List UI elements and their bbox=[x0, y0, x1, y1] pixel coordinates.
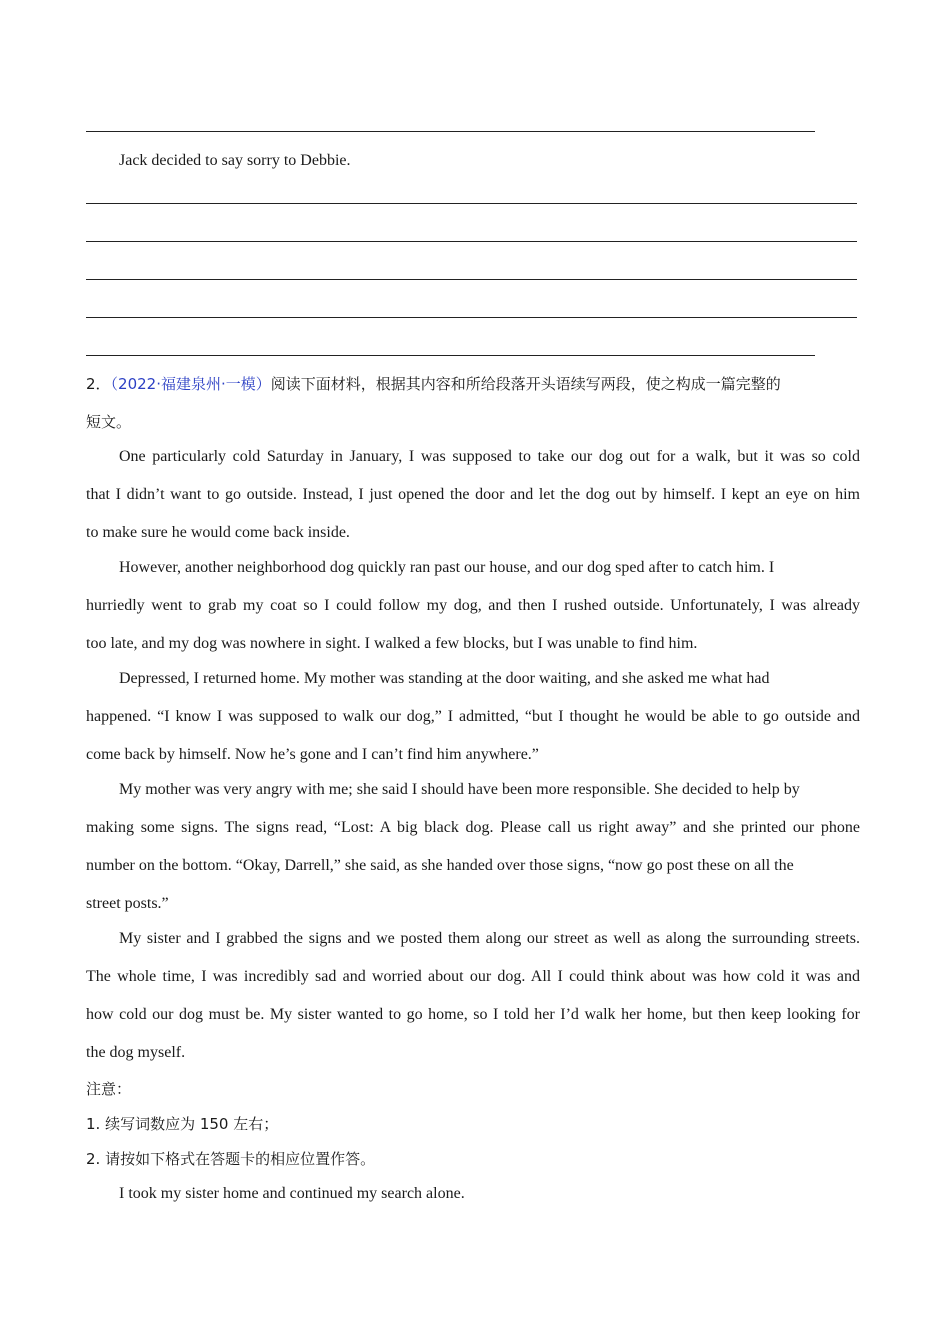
passage-line: the dog myself. bbox=[86, 1044, 186, 1061]
question-instruction: 阅读下面材料，根据其内容和所给段落开头语续写两段，使之构成一篇完整的 bbox=[270, 375, 781, 393]
passage-line: hurriedly went to grab my coat so I could follow my dog, and then I rushed outside. Unfortunately, I was already bbox=[86, 597, 860, 614]
paragraph-prompt-jack: Jack decided to say sorry to Debbie. bbox=[119, 152, 351, 169]
answer-line[interactable] bbox=[86, 131, 815, 132]
passage-line: One particularly cold Saturday in January, I was supposed to take our dog out for a walk, but it was so cold bbox=[119, 448, 860, 465]
passage-line: that I didn’t want to go outside. Instead, I just opened the door and let the dog out by himself. I kept an eye on him bbox=[86, 486, 860, 503]
answer-line[interactable] bbox=[86, 317, 857, 318]
passage-line: Depressed, I returned home. My mother was standing at the door waiting, and she asked me what had bbox=[119, 670, 770, 687]
continuation-prompt: I took my sister home and continued my search alone. bbox=[119, 1185, 465, 1202]
answer-line[interactable] bbox=[86, 279, 857, 280]
notes-heading: 注意： bbox=[86, 1080, 132, 1098]
question-number: 2． bbox=[86, 375, 111, 393]
passage-line: street posts.” bbox=[86, 895, 169, 912]
answer-line[interactable] bbox=[86, 241, 857, 242]
passage-line: happened. “I know I was supposed to walk our dog,” I admitted, “but I thought he would be able to go outside and bbox=[86, 708, 860, 725]
passage-line: number on the bottom. “Okay, Darrell,” she said, as she handed over those signs, “now go post these on all the bbox=[86, 857, 794, 874]
answer-line[interactable] bbox=[86, 203, 857, 204]
passage-line: to make sure he would come back inside. bbox=[86, 524, 350, 541]
passage-line: My mother was very angry with me; she said I should have been more responsible. She decided to help by bbox=[119, 781, 800, 798]
notes-item-2: 2. 请按如下格式在答题卡的相应位置作答。 bbox=[86, 1150, 376, 1168]
passage-line: However, another neighborhood dog quickly ran past our house, and our dog sped after to catch him. I bbox=[119, 559, 775, 576]
passage-line: come back by himself. Now he’s gone and I can’t find him anywhere.” bbox=[86, 746, 539, 763]
question-instruction-cont: 短文。 bbox=[86, 413, 132, 431]
passage-line: making some signs. The signs read, “Lost: A big black dog. Please call us right away” and she printed our phone bbox=[86, 819, 860, 836]
notes-item-1: 1. 续写词数应为 150 左右； bbox=[86, 1115, 279, 1133]
passage-line: The whole time, I was incredibly sad and worried about our dog. All I could think about was how cold it was and bbox=[86, 968, 860, 985]
passage-line: too late, and my dog was nowhere in sight. I walked a few blocks, but I was unable to find him. bbox=[86, 635, 698, 652]
question-2-header bbox=[86, 374, 860, 394]
passage-line: how cold our dog must be. My sister wanted to go home, so I told her I’d walk her home, but then keep looking for bbox=[86, 1006, 860, 1023]
question-source: （2022·福建泉州·一模） bbox=[110, 375, 271, 393]
passage-line: My sister and I grabbed the signs and we posted them along our street as well as along the surrounding streets. bbox=[119, 930, 860, 947]
answer-line[interactable] bbox=[86, 355, 815, 356]
